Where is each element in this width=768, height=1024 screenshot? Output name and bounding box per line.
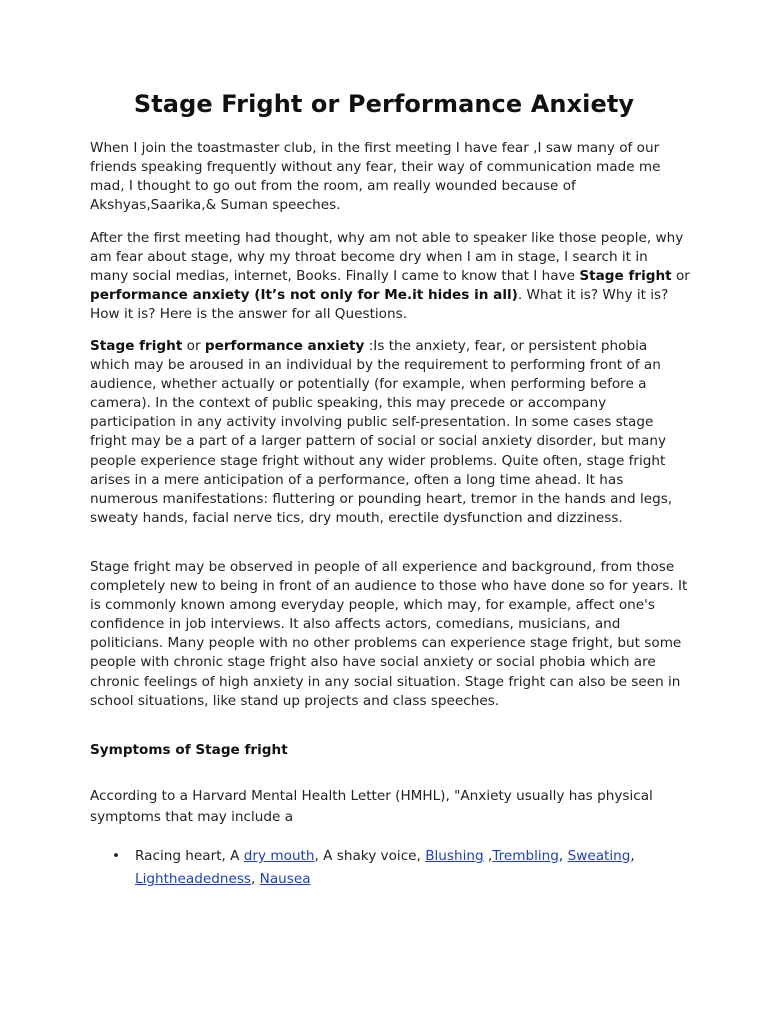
list-text: , xyxy=(558,848,568,864)
paragraph-after-meeting xyxy=(90,229,690,324)
paragraph-definition xyxy=(90,337,690,528)
list-item xyxy=(90,845,690,891)
list-text: , xyxy=(483,848,493,864)
link-trembling[interactable]: Trembling xyxy=(492,848,559,864)
symptom-list xyxy=(90,845,690,891)
link-nausea[interactable]: Nausea xyxy=(259,871,311,887)
paragraph-text: or xyxy=(671,268,690,285)
paragraph-hmhl: According to a Harvard Mental Health Letter (HMHL), "Anxiety usually has physical symptoms that may include a xyxy=(90,788,653,825)
list-text: Racing heart, A xyxy=(135,848,244,864)
list-item-content xyxy=(135,845,690,891)
link-sweating[interactable]: Sweating xyxy=(567,848,631,864)
paragraph-text: . What it is? Why it is? How it is? Here is the answer for all Questions. xyxy=(90,287,669,323)
list-text: , xyxy=(251,871,260,887)
bold-term: performance anxiety (It’s not only for Me.it hides in all) xyxy=(90,287,518,304)
symptoms-heading: Symptoms of Stage fright xyxy=(90,742,288,758)
bullet-marker: • xyxy=(112,848,121,864)
bold-term: performance anxiety xyxy=(204,338,365,354)
link-dry-mouth[interactable]: dry mouth xyxy=(243,848,315,864)
list-text: , xyxy=(630,848,635,864)
link-blushing[interactable]: Blushing xyxy=(425,848,484,864)
paragraph-observed: Stage fright may be observed in people of all experience and background, from those completely new to being in front of an audience to those who have done so for years. It is commonly known among everyday people, which may, for example, affect one's confidence in job interviews. It also affects actors, comedians, musicians, and politicians. Many people with no other problems can experience stage fright, but some people with chronic stage fright also have social anxiety or social phobia which are chronic feelings of high anxiety in any social situation. Stage fright can also be seen in school situations, like stand up projects and class speeches. xyxy=(90,559,688,709)
bold-term: Stage fright xyxy=(90,338,183,354)
document-title: Stage Fright or Performance Anxiety xyxy=(133,90,635,118)
bold-term: Stage fright xyxy=(579,268,672,285)
link-lightheadedness[interactable]: Lightheadedness xyxy=(135,871,251,887)
paragraph-intro: When I join the toastmaster club, in the first meeting I have fear ,I saw many of our friends speaking frequently without any fear, their way of communication made me mad, I thought to go out from the room, am really wounded because of Akshyas,Saarika,& Suman speeches. xyxy=(90,140,661,214)
paragraph-text: After the first meeting had thought, why am not able to speaker like those people, why am fear about stage, why my throat become dry when I am in stage, I search it in many social medias, internet, Books. Finally I came to know that I have xyxy=(90,230,684,285)
list-text: , A shaky voice, xyxy=(314,848,426,864)
paragraph-text: :Is the anxiety, fear, or persistent phobia which may be aroused in an individual by the requirement to performing front of an audience, whether actually or potentially (for example, when performing before a camera). In the context of public speaking, this may precede or accompany participation in any activity involving public self-presentation. In some cases stage fright may be a part of a larger pattern of social or social anxiety disorder, but many people experience stage fright without any wider problems. Quite often, stage fright arises in a mere anticipation of a performance, often a long time ahead. It has numerous manifestations: fluttering or pounding heart, tremor in the hands and legs, sweaty hands, facial nerve tics, dry mouth, erectile dysfunction and dizziness. xyxy=(90,338,673,526)
paragraph-text: or xyxy=(182,338,205,354)
